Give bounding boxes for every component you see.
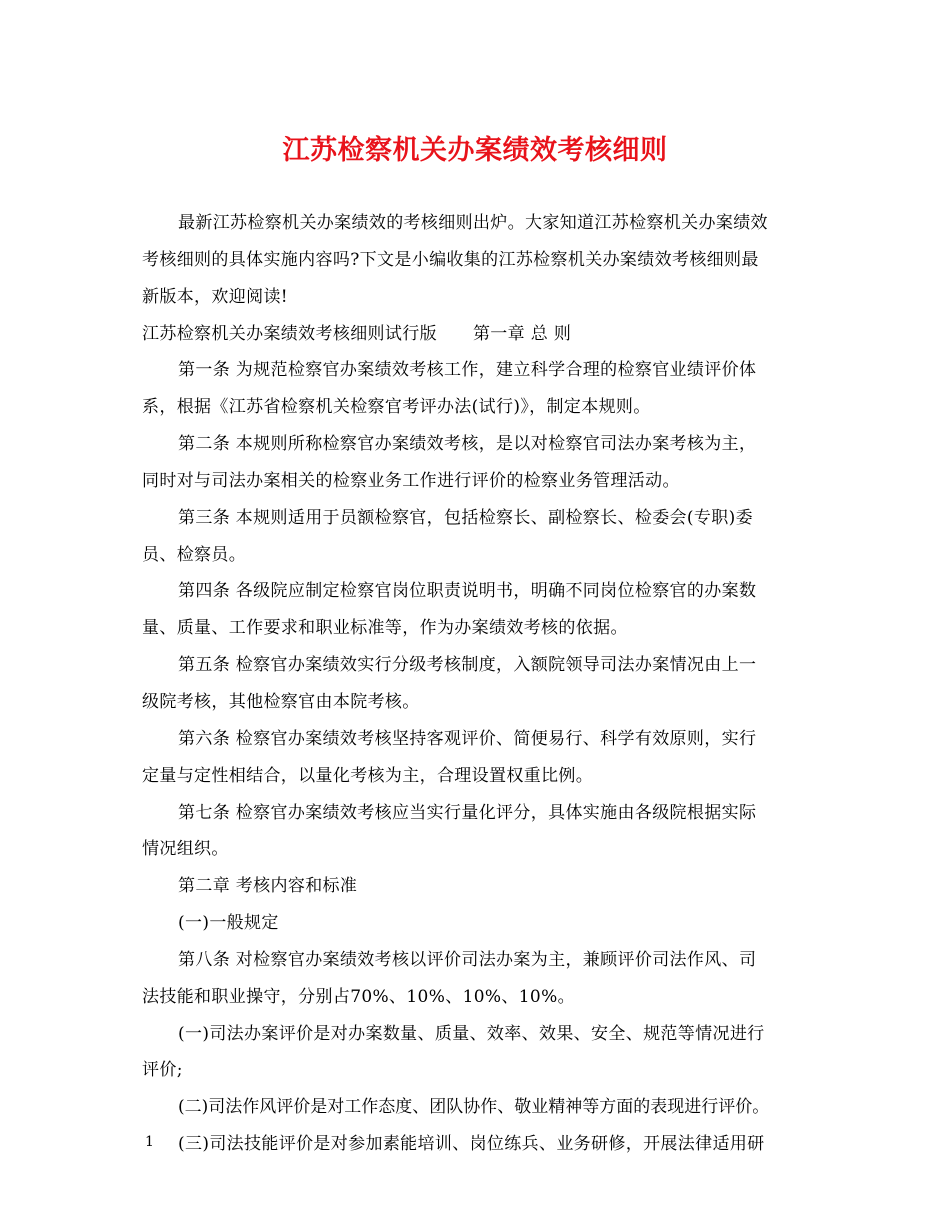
article-line: 情况组织。 — [142, 839, 229, 860]
document-body — [142, 205, 812, 1163]
article-line: 量、质量、工作要求和职业标准等，作为办案绩效考核的依据。 — [142, 618, 628, 639]
article-line: 第一条 为规范检察官办案绩效考核工作，建立科学合理的检察官业绩评价体 — [178, 360, 757, 381]
article-line: 第八条 对检察官办案绩效考核以评价司法办案为主，兼顾评价司法作风、司 — [178, 949, 757, 970]
list-item-line: (一)司法办案评价是对办案数量、质量、效率、效果、安全、规范等情况进行 — [178, 1023, 765, 1044]
subtitle-text: 江苏检察机关办案绩效考核细则试行版 — [142, 323, 437, 344]
article-line: 定量与定性相结合，以量化考核为主，合理设置权重比例。 — [142, 765, 594, 786]
paragraph-line: 最新江苏检察机关办案绩效的考核细则出炉。大家知道江苏检察机关办案绩效 — [178, 213, 768, 233]
list-item-line: 评价; — [142, 1060, 183, 1081]
list-item-line: (三)司法技能评价是对参加素能培训、岗位练兵、业务研修，开展法律适用研 — [178, 1134, 765, 1155]
article-line: 第三条 本规则适用于员额检察官，包括检察长、副检察长、检委会(专职)委 — [178, 507, 753, 528]
article-line: 第二条 本规则所称检察官办案绩效考核，是以对检察官司法办案考核为主， — [178, 434, 757, 455]
list-item-line: (二)司法作风评价是对工作态度、团队协作、敬业精神等方面的表现进行评价。 — [178, 1097, 770, 1118]
article-line: 第五条 检察官办案绩效实行分级考核制度，入额院领导司法办案情况由上一 — [178, 655, 757, 676]
chapter-heading: 第二章 考核内容和标准 — [178, 876, 358, 897]
article-line: 员、检察员。 — [142, 544, 247, 565]
article-line: 法技能和职业操守，分别占70%、10%、10%、10%。 — [142, 986, 575, 1007]
article-line: 同时对与司法办案相关的检察业务工作进行评价的检察业务管理活动。 — [142, 470, 680, 491]
page-number: 1 — [145, 1134, 154, 1150]
document-title: 江苏检察机关办案绩效考核细则 — [282, 135, 668, 166]
article-line: 级院考核，其他检察官由本院考核。 — [142, 691, 420, 712]
chapter-heading-line — [142, 316, 812, 353]
article-line: 第六条 检察官办案绩效考核坚持客观评价、简便易行、科学有效原则，实行 — [178, 728, 757, 749]
paragraph-line: 考核细则的具体实施内容吗?下文是小编收集的江苏检察机关办案绩效考核细则最 — [142, 249, 759, 270]
section-heading: (一)一般规定 — [178, 913, 279, 934]
article-line: 系，根据《江苏省检察机关检察官考评办法(试行)》，制定本规则。 — [142, 397, 651, 418]
chapter-heading: 第一章 总 则 — [472, 323, 572, 344]
paragraph-line: 新版本，欢迎阅读! — [142, 286, 288, 307]
article-line: 第四条 各级院应制定检察官岗位职责说明书，明确不同岗位检察官的办案数 — [178, 581, 757, 602]
article-line: 第七条 检察官办案绩效考核应当实行量化评分，具体实施由各级院根据实际 — [178, 802, 757, 823]
